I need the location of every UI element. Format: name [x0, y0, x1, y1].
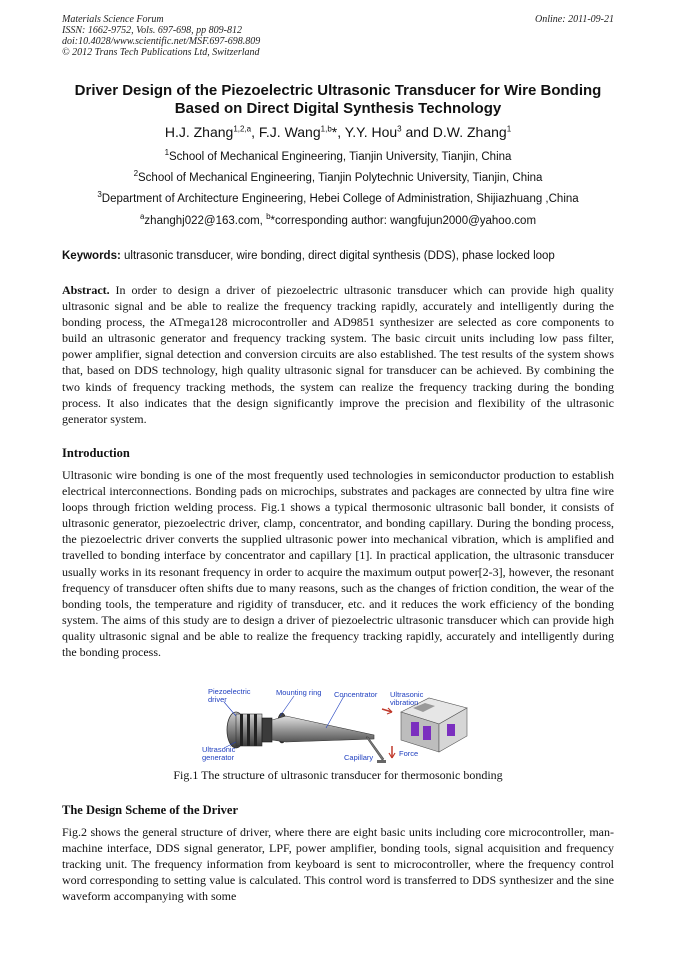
design-text: Fig.2 shows the general structure of driver, where there are eight basic units including core microcontroller, man-machine interface, DDS signal generator, LPF, power amplifier, bonding tools, signal acquisition and frequency tracking unit. The frequency information from keyboard is sent to microcontroller, where the frequency control word corresponding to setting value is calculated. This control word is transferred to DDS synthesizer and the sine waveform accompanying with some	[62, 825, 614, 904]
label-ultrasonic-generator: Ultrasonic generator	[202, 745, 236, 762]
author-name: Y.Y. Hou	[344, 124, 398, 140]
label-mounting-ring: Mounting ring	[276, 688, 322, 697]
introduction-text: Ultrasonic wire bonding is one of the most frequently used technologies in semiconductor production to establish electrical interconnections. Bonding pads on microchips, substrates and packages are connected by ultra fine wire loops through friction welding process. Fig.1 shows a typical thermosonic ultrasonic ball bonder, it consists of ultrasonic generator, piezoelectric driver, clamp, concentrator, and bonding capillary. During the bonding process, the piezoelectric driver converts the supplied ultrasonic power into mechanical vibration, which is amplified and travelled to bonding interface by concentrator and capillary [1]. In practical application, the ultrasonic transducer usually works in its resonant frequency in order to acquire the maximum output power[2-3], however, the resonant frequency of transducer often shifts due to many reasons, such as the changes of friction condition, the wear of the bonding tools, the temperature and rigidity of transducer, etc. and it reduces the work efficiency of the bonding system. The aims of this study are to design a driver of piezoelectric ultrasonic transducer which can provide high quality ultrasonic signal and be able to realize the frequency tracking rapidly, accurately and intelligently during the bonding process.	[62, 468, 614, 660]
keywords-label: Keywords:	[62, 250, 121, 262]
figure-1-caption: Fig.1 The structure of ultrasonic transducer for thermosonic bonding	[173, 768, 503, 782]
affiliation-2: $^2$School of Mechanical Engineering, Tianjin Polytechnic University, Tianjin, China	[133, 169, 543, 184]
email-a[interactable]: zhanghj022@163.com,	[144, 215, 267, 227]
keywords	[62, 249, 618, 263]
design-heading: The Design Scheme of the Driver	[62, 803, 239, 817]
label-ultrasonic-vibration: Ultrasonic vibration	[390, 690, 424, 707]
paper-title: Driver Design of the Piezoelectric Ultrasonic Transducer for Wire Bonding Based on Direct Digital Synthesis Technology	[74, 82, 602, 117]
abstract-label: Abstract.	[62, 283, 110, 297]
author-name: F.J. Wang	[258, 124, 321, 140]
author-sup: 1,2,a	[233, 124, 252, 134]
affiliation-3: $^3$Department of Architecture Engineering, Hebei College of Administration, Shijiazhuang ,China	[97, 190, 579, 205]
abstract-text: In order to design a driver of piezoelectric ultrasonic transducer which can provide high quality ultrasonic signal and be able to realize the frequency tracking rapidly, accurately and intelligently during the bonding process, the ATmega128 microcontroller and AD9851 synthesizer are selected as core components to build an ultrasonic generator and frequency tracking system. The basic circuit units including low pass filter, power amplifier, signal detection and conversion circuits are also established. The test results of the system shows that, based on DDS technology, high quality ultrasonic signal for transducer can be achieved. By combining the two kinds of frequency tracking methods, the system can realize the frequency tracking during the bonding process. It also indicates that the design significantly improve the precision and flexibility of the ultrasonic generator system.	[62, 283, 614, 426]
author-sup: 1	[506, 124, 512, 134]
label-concentrator: Concentrator	[334, 690, 378, 699]
author-name: D.W. Zhang	[432, 124, 507, 140]
copyright-line: © 2012 Trans Tech Publications Ltd, Switzerland	[62, 47, 260, 58]
doi-line[interactable]: doi:10.4028/www.scientific.net/MSF.697-698.809	[62, 36, 261, 47]
abstract	[62, 282, 614, 427]
online-date: Online: 2011-09-21	[535, 14, 614, 25]
author-sep: and	[401, 124, 433, 140]
email-b[interactable]: *corresponding author: wangfujun2000@yahoo.com	[270, 215, 537, 227]
author-sep: ,	[251, 124, 259, 140]
author-name: H.J. Zhang	[164, 124, 234, 140]
email-line: $^a$zhanghj022@163.com, $^b$*corresponding author: wangfujun2000@yahoo.com	[139, 212, 537, 227]
journal-header	[62, 14, 614, 58]
figure-1	[196, 686, 482, 768]
label-capillary: Capillary	[344, 753, 374, 762]
issn-line: ISSN: 1662-9752, Vols. 697-698, pp 809-812	[62, 25, 242, 36]
affiliation-1: $^1$School of Mechanical Engineering, Tianjin University, Tianjin, China	[164, 148, 512, 163]
journal-name: Materials Science Forum	[62, 14, 164, 25]
introduction-heading: Introduction	[62, 446, 130, 460]
author-sep: *,	[331, 124, 345, 140]
author-sup: 3	[397, 124, 402, 134]
label-piezoelectric-driver: Piezoelectric driver	[208, 687, 251, 704]
label-force: Force	[399, 749, 419, 758]
author-sup: 1,b	[320, 124, 332, 134]
keywords-text: ultrasonic transducer, wire bonding, direct digital synthesis (DDS), phase locked loop	[120, 250, 555, 262]
author-list	[62, 123, 614, 141]
